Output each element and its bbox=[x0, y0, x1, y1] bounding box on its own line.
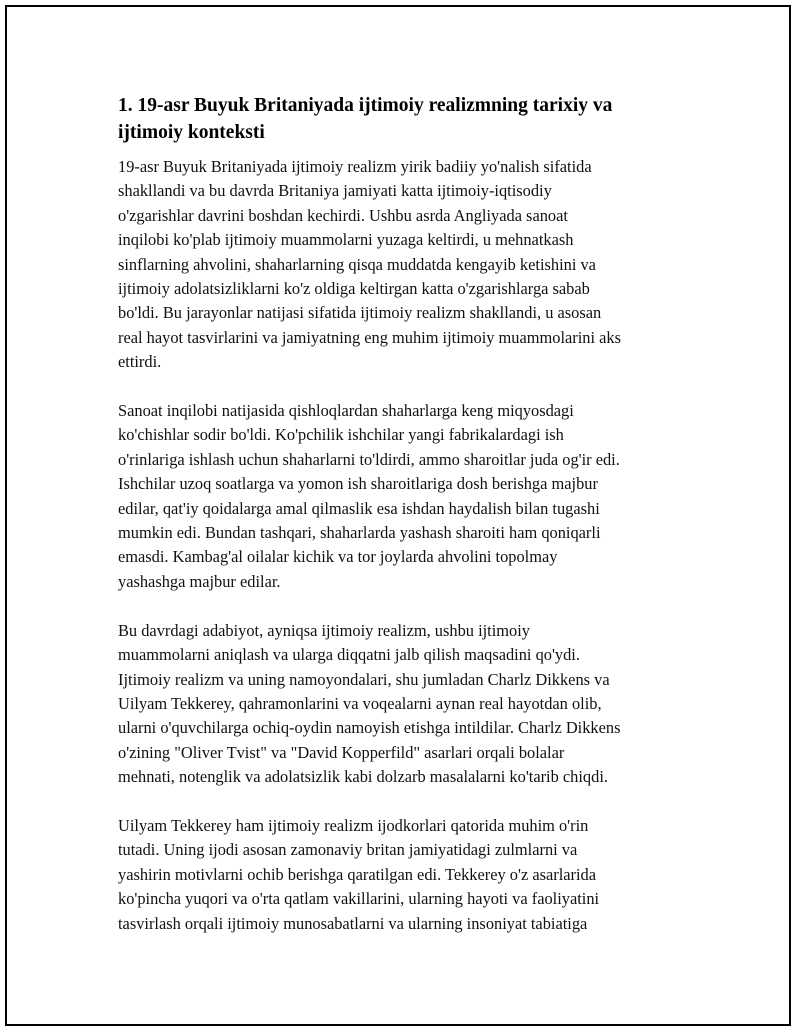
text-line: ettirdi. bbox=[118, 352, 162, 372]
text-line: tutadi. Uning ijodi asosan zamonaviy britan jamiyatidagi zulmlarni va bbox=[118, 840, 578, 860]
text-line: Uilyam Tekkerey ham ijtimoiy realizm ijodkorlari qatorida muhim o'rin bbox=[118, 815, 589, 835]
text-line: inqilobi ko'plab ijtimoiy muammolarni yuzaga keltirdi, u mehnatkash bbox=[118, 230, 574, 250]
text-line: edilar, qat'iy qoidalarga amal qilmaslik esa ishdan haydalish bilan tugashi bbox=[118, 498, 600, 518]
text-line: yashashga majbur edilar. bbox=[118, 571, 281, 591]
heading-line: ijtimoiy konteksti bbox=[118, 122, 265, 143]
text-line: Ijtimoiy realizm va uning namoyondalari, shu jumladan Charlz Dikkens va bbox=[118, 669, 610, 689]
text-line: Bu davrdagi adabiyot, ayniqsa ijtimoiy realizm, ushbu ijtimoiy bbox=[118, 620, 530, 640]
text-line: shakllandi va bu davrda Britaniya jamiyati katta ijtimoiy-iqtisodiy bbox=[118, 181, 552, 201]
text-line: ko'pincha yuqori va o'rta qatlam vakillarini, ularning hayoti va faoliyatini bbox=[118, 889, 600, 909]
text-line: yashirin motivlarni ochib berishga qaratilgan edi. Tekkerey o'z asarlarida bbox=[118, 864, 597, 884]
paragraph-2 bbox=[118, 399, 686, 594]
document-body bbox=[118, 92, 686, 960]
text-line: Ishchilar uzoq soatlarga va yomon ish sharoitlariga dosh berishga majbur bbox=[118, 474, 598, 494]
text-line: ularni o'quvchilarga ochiq-oydin namoyish etishga intildilar. Charlz Dikkens bbox=[118, 718, 621, 738]
text-line: 19-asr Buyuk Britaniyada ijtimoiy realizm yirik badiiy yo'nalish sifatida bbox=[118, 157, 592, 176]
text-line: tasvirlash orqali ijtimoiy munosabatlarni va ularning insoniyat tabiatiga bbox=[118, 913, 588, 933]
text-line: Uilyam Tekkerey, qahramonlarini va voqealarni aynan real hayotdan olib, bbox=[118, 693, 602, 713]
paragraph-3 bbox=[118, 619, 686, 790]
text-line: muammolarni aniqlash va ularga diqqatni jalb qilish maqsadini qo'ydi. bbox=[118, 645, 580, 665]
text-line: o'rinlariga ishlash uchun shaharlarni to'ldirdi, ammo sharoitlar juda og'ir edi. bbox=[118, 449, 620, 469]
heading-line: 1. 19-asr Buyuk Britaniyada ijtimoiy realizmning tarixiy va bbox=[118, 95, 613, 116]
paragraph-1 bbox=[118, 155, 686, 375]
text-line: mumkin edi. Bundan tashqari, shaharlarda yashash sharoiti ham qoniqarli bbox=[118, 523, 601, 543]
text-line: o'zgarishlar davrini boshdan kechirdi. Ushbu asrda Angliyada sanoat bbox=[118, 205, 568, 225]
text-line: emasdi. Kambag'al oilalar kichik va tor joylarda ahvolini topolmay bbox=[118, 547, 558, 567]
text-line: ko'chishlar sodir bo'ldi. Ko'pchilik ishchilar yangi fabrikalardagi ish bbox=[118, 425, 564, 445]
text-line: bo'ldi. Bu jarayonlar natijasi sifatida ijtimoiy realizm shakllandi, u asosan bbox=[118, 303, 602, 323]
text-line: real hayot tasvirlarini va jamiyatning eng muhim ijtimoiy muammolarini aks bbox=[118, 327, 621, 347]
text-line: sinflarning ahvolini, shaharlarning qisqa muddatda kengayib ketishini va bbox=[118, 254, 596, 274]
section-heading bbox=[118, 92, 686, 146]
text-line: Sanoat inqilobi natijasida qishloqlardan shaharlarga keng miqyosdagi bbox=[118, 401, 574, 421]
text-line: o'zining "Oliver Tvist" va "David Kopperfild" asarlari orqali bolalar bbox=[118, 742, 565, 762]
text-line: mehnati, notenglik va adolatsizlik kabi dolzarb masalalarni ko'tarib chiqdi. bbox=[118, 767, 608, 787]
paragraph-4 bbox=[118, 814, 686, 936]
text-line: ijtimoiy adolatsizliklarni ko'z oldiga keltirgan katta o'zgarishlarga sabab bbox=[118, 279, 590, 299]
